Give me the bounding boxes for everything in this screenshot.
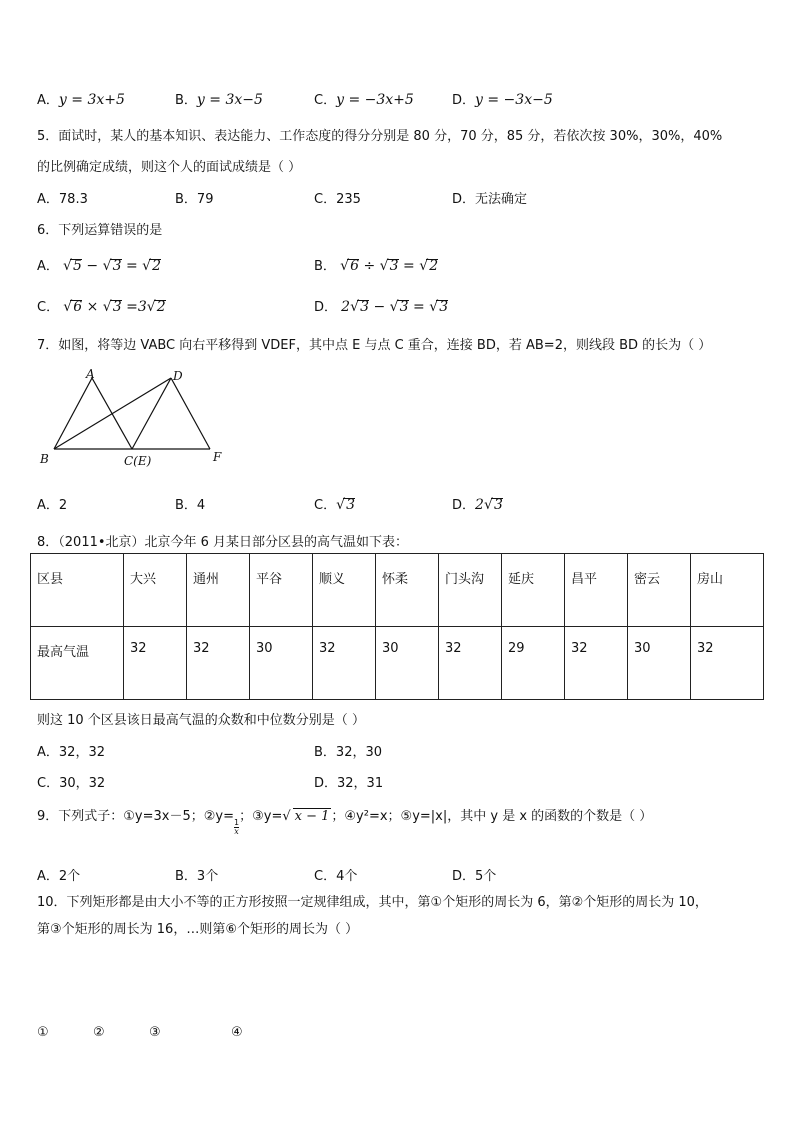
sqrt: √ 2 xyxy=(419,258,439,274)
sqrt: √ 3 xyxy=(350,299,369,315)
label-b: B xyxy=(40,452,49,466)
q7-option-a[interactable]: A．2 xyxy=(37,498,68,513)
q5-stem-line1: 5．面试时，某人的基本知识、表达能力、工作态度的得分分别是 80 分，70 分，85 分，若依次按 30%，30%，40% xyxy=(37,129,723,144)
q9-option-d[interactable]: D．5个 xyxy=(452,869,497,884)
line-ba xyxy=(54,378,92,449)
fraction: $\frac{1}{x}$ xyxy=(234,818,240,836)
table-cell: 30 xyxy=(376,627,439,700)
q8-option-b[interactable]: B．32，30 xyxy=(314,745,383,760)
temperature-table xyxy=(30,553,764,700)
q6-option-b[interactable]: B． √ 6 ÷ √ 3 = √ 2 xyxy=(314,258,439,274)
q9-option-b[interactable]: B．3个 xyxy=(175,869,219,884)
q5-option-b[interactable]: B．79 xyxy=(175,192,214,207)
q10-marker-4: ④ xyxy=(231,1025,243,1040)
sqrt: √ 3 xyxy=(483,497,503,513)
q10-stem-line2: 第③个矩形的周长为 16，…则第⑥个矩形的周长为（ ） xyxy=(37,922,359,937)
sqrt: √ 6 xyxy=(63,299,83,315)
table-cell: 32 xyxy=(565,627,628,700)
q4-option-a[interactable]: A．y = 3x+5 xyxy=(37,92,125,108)
q8-option-c[interactable]: C．30，32 xyxy=(37,776,106,791)
q6-option-c[interactable]: C． √ 6 × √ 3 =3 √ 2 xyxy=(37,299,166,315)
table-cell: 29 xyxy=(502,627,565,700)
table-cell: 延庆 xyxy=(502,554,565,627)
table-cell: 顺义 xyxy=(313,554,376,627)
table-cell: 门头沟 xyxy=(439,554,502,627)
table-row xyxy=(31,627,764,700)
q6-stem: 6．下列运算错误的是 xyxy=(37,223,163,238)
sqrt: √ 6 xyxy=(340,258,359,274)
sqrt: √ 3 xyxy=(389,299,409,315)
sqrt: √ 2 xyxy=(142,258,162,274)
label-a: A xyxy=(86,367,95,381)
sqrt: √ 3 xyxy=(102,299,122,315)
q10-marker-1: ① xyxy=(37,1025,49,1040)
q9-option-c[interactable]: C．4个 xyxy=(314,869,358,884)
line-bd xyxy=(54,378,171,449)
sqrt: √ x − 1 xyxy=(282,809,330,824)
table-cell: 32 xyxy=(691,627,764,700)
q4-option-b[interactable]: B．y = 3x−5 xyxy=(175,92,263,108)
sqrt: √ 3 xyxy=(102,258,122,274)
q9-option-a[interactable]: A．2个 xyxy=(37,869,81,884)
q6-option-a[interactable]: A． √ 5 − √ 3 = √ 2 xyxy=(37,258,162,274)
label-f: F xyxy=(213,450,222,464)
table-cell: 32 xyxy=(187,627,250,700)
table-header-row xyxy=(31,554,764,627)
table-cell: 32 xyxy=(439,627,502,700)
label-d: D xyxy=(173,369,183,383)
q5-option-a[interactable]: A．78.3 xyxy=(37,192,88,207)
q4-option-d[interactable]: D．y = −3x−5 xyxy=(452,92,553,108)
table-cell: 昌平 xyxy=(565,554,628,627)
q7-option-b[interactable]: B．4 xyxy=(175,498,206,513)
sqrt: √ 2 xyxy=(146,299,166,315)
triangle-figure xyxy=(36,366,236,471)
q10-stem-line1: 10．下列矩形都是由大小不等的正方形按照一定规律组成，其中，第①个矩形的周长为 6，第②个矩形的周长为 10， xyxy=(37,895,708,910)
q10-marker-2: ② xyxy=(93,1025,105,1040)
q8-option-d[interactable]: D．32，31 xyxy=(314,776,384,791)
label-ce: C(E) xyxy=(124,454,152,468)
table-cell: 密云 xyxy=(628,554,691,627)
sqrt: √ 5 xyxy=(63,258,82,274)
q8-option-a[interactable]: A．32，32 xyxy=(37,745,105,760)
q7-option-d[interactable]: D．2 √ 3 xyxy=(452,497,503,513)
table-cell: 怀柔 xyxy=(376,554,439,627)
sqrt: √ 3 xyxy=(379,258,399,274)
line-df xyxy=(171,378,210,449)
q4-option-c[interactable]: C．y = −3x+5 xyxy=(314,92,414,108)
sqrt: √ 3 xyxy=(336,497,355,513)
q7-stem: 7．如图，将等边 VABC 向右平移得到 VDEF，其中点 E 与点 C 重合，连接 BD，若 AB=2，则线段 BD 的长为（ ） xyxy=(37,338,712,353)
table-cell: 最高气温 xyxy=(31,627,124,700)
table-cell: 32 xyxy=(313,627,376,700)
q8-stem: 8．（2011•北京）北京今年 6 月某日部分区县的高气温如下表： xyxy=(37,535,409,550)
table-cell: 32 xyxy=(124,627,187,700)
table-cell: 房山 xyxy=(691,554,764,627)
q5-stem-line2: 的比例确定成绩，则这个人的面试成绩是（ ） xyxy=(37,160,302,175)
table-cell: 区县 xyxy=(31,554,124,627)
table-cell: 大兴 xyxy=(124,554,187,627)
table-cell: 30 xyxy=(628,627,691,700)
table-cell: 平谷 xyxy=(250,554,313,627)
table-cell: 通州 xyxy=(187,554,250,627)
q10-marker-3: ③ xyxy=(149,1025,161,1040)
q8-question: 则这 10 个区县该日最高气温的众数和中位数分别是（ ） xyxy=(37,713,365,728)
q5-option-c[interactable]: C．235 xyxy=(314,192,361,207)
q6-option-d[interactable]: D． 2 √ 3 − √ 3 = √ 3 xyxy=(314,299,449,315)
q9-stem: 9．下列式子：①y=3x－5；②y= $\frac{1}{x}$ ；③y=√ x − 1 ；④y²=x；⑤y=|x|，其中 y 是 x 的函数的个数是（ ） xyxy=(37,809,653,836)
line-ed xyxy=(132,378,171,449)
sqrt: √ 3 xyxy=(429,299,449,315)
q7-option-c[interactable]: C． √ 3 xyxy=(314,497,355,513)
q5-option-d[interactable]: D．无法确定 xyxy=(452,192,528,207)
table-cell: 30 xyxy=(250,627,313,700)
